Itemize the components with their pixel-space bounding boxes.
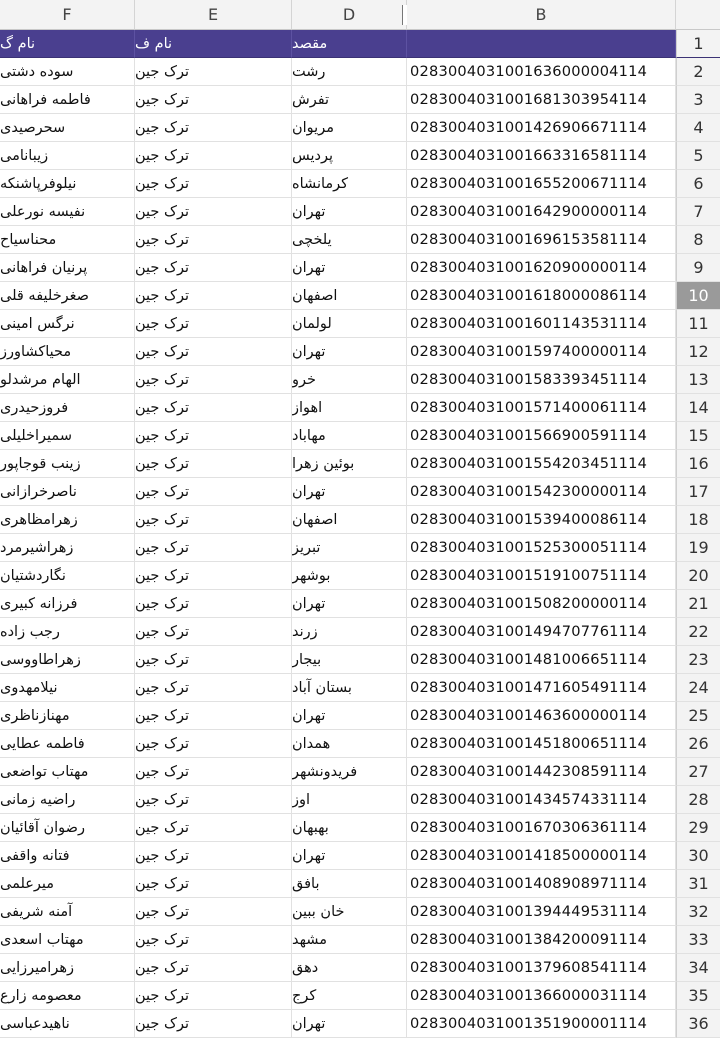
cell-first-name[interactable]: ترک جین bbox=[135, 870, 292, 898]
cell-last-name[interactable]: فروزحیدری bbox=[0, 394, 135, 422]
cell-first-name[interactable]: ترک جین bbox=[135, 786, 292, 814]
table-row bbox=[0, 142, 720, 170]
table-row bbox=[0, 786, 720, 814]
cell-destination[interactable]: تبریز bbox=[292, 534, 407, 562]
cell-tracking-code[interactable]: 0283004031001434574331114 bbox=[407, 786, 676, 814]
cell-destination[interactable]: بستان آباد bbox=[292, 674, 407, 702]
cell-tracking-code[interactable]: 0283004031001554203451114 bbox=[407, 450, 676, 478]
cell-last-name[interactable]: نیلوفرپاشنکه bbox=[0, 170, 135, 198]
cell-destination[interactable]: تفرش bbox=[292, 86, 407, 114]
cell-destination[interactable]: بوشهر bbox=[292, 562, 407, 590]
cell-last-name[interactable]: آمنه شریفی bbox=[0, 898, 135, 926]
cell-first-name[interactable]: ترک جین bbox=[135, 1010, 292, 1038]
table-row bbox=[0, 870, 720, 898]
cell-last-name[interactable]: فاطمه عطایی bbox=[0, 730, 135, 758]
table-row bbox=[0, 842, 720, 870]
data-rows bbox=[0, 58, 720, 1038]
table-row bbox=[0, 674, 720, 702]
cell-destination[interactable]: تهران bbox=[292, 478, 407, 506]
table-row bbox=[0, 310, 720, 338]
row-number[interactable]: 36 bbox=[676, 1010, 720, 1038]
cell-first-name[interactable]: ترک جین bbox=[135, 450, 292, 478]
cell-tracking-code[interactable]: 0283004031001566900591114 bbox=[407, 422, 676, 450]
cell-last-name[interactable]: زهراطاووسی bbox=[0, 646, 135, 674]
cell-first-name[interactable]: ترک جین bbox=[135, 534, 292, 562]
table-row bbox=[0, 982, 720, 1010]
cell-last-name[interactable]: نیلامهدوی bbox=[0, 674, 135, 702]
table-row bbox=[0, 758, 720, 786]
row-number[interactable]: 20 bbox=[676, 562, 720, 590]
cell-first-name[interactable]: ترک جین bbox=[135, 954, 292, 982]
row-number[interactable]: 17 bbox=[676, 478, 720, 506]
row-number[interactable]: 15 bbox=[676, 422, 720, 450]
column-header-d[interactable] bbox=[292, 0, 407, 30]
row-number[interactable]: 16 bbox=[676, 450, 720, 478]
header-cell-b[interactable] bbox=[407, 30, 676, 58]
cell-last-name[interactable]: مهتاب تواضعی bbox=[0, 758, 135, 786]
cell-last-name[interactable]: ناصرخرازانی bbox=[0, 478, 135, 506]
table-row bbox=[0, 422, 720, 450]
row-number[interactable]: 27 bbox=[676, 758, 720, 786]
cell-destination[interactable]: اصفهان bbox=[292, 282, 407, 310]
cell-first-name[interactable]: ترک جین bbox=[135, 394, 292, 422]
cell-tracking-code[interactable]: 0283004031001451800651114 bbox=[407, 730, 676, 758]
cell-destination[interactable]: رشت bbox=[292, 58, 407, 86]
row-number[interactable]: 28 bbox=[676, 786, 720, 814]
cell-first-name[interactable]: ترک جین bbox=[135, 422, 292, 450]
cell-tracking-code[interactable]: 0283004031001636000004114 bbox=[407, 58, 676, 86]
cell-tracking-code[interactable]: 0283004031001494707761114 bbox=[407, 618, 676, 646]
cell-destination[interactable]: پردیس bbox=[292, 142, 407, 170]
table-row bbox=[0, 702, 720, 730]
table-row bbox=[0, 618, 720, 646]
table-row bbox=[0, 226, 720, 254]
cell-tracking-code[interactable]: 0283004031001525300051114 bbox=[407, 534, 676, 562]
cell-last-name[interactable]: رضوان آقائیان bbox=[0, 814, 135, 842]
cell-tracking-code[interactable]: 0283004031001642900000114 bbox=[407, 198, 676, 226]
table-row bbox=[0, 394, 720, 422]
cell-first-name[interactable]: ترک جین bbox=[135, 170, 292, 198]
table-row bbox=[0, 366, 720, 394]
row-number[interactable]: 29 bbox=[676, 814, 720, 842]
row-number[interactable]: 34 bbox=[676, 954, 720, 982]
cell-tracking-code[interactable]: 0283004031001620900000114 bbox=[407, 254, 676, 282]
cell-last-name[interactable]: سمیراخلیلی bbox=[0, 422, 135, 450]
cell-first-name[interactable]: ترک جین bbox=[135, 226, 292, 254]
cell-destination[interactable]: تهران bbox=[292, 842, 407, 870]
cell-destination[interactable]: تهران bbox=[292, 1010, 407, 1038]
table-row bbox=[0, 86, 720, 114]
column-header-e[interactable]: E bbox=[135, 0, 292, 30]
cell-first-name[interactable]: ترک جین bbox=[135, 58, 292, 86]
cell-destination[interactable]: بیجار bbox=[292, 646, 407, 674]
cell-first-name[interactable]: ترک جین bbox=[135, 982, 292, 1010]
cell-last-name[interactable]: معصومه زارع bbox=[0, 982, 135, 1010]
cell-last-name[interactable]: زهرامیرزایی bbox=[0, 954, 135, 982]
row-number[interactable]: 8 bbox=[676, 226, 720, 254]
row-number[interactable]: 7 bbox=[676, 198, 720, 226]
cell-destination[interactable]: تهران bbox=[292, 702, 407, 730]
cell-destination[interactable]: تهران bbox=[292, 198, 407, 226]
header-cell-first-name[interactable]: نام ف bbox=[135, 30, 292, 58]
cell-first-name[interactable]: ترک جین bbox=[135, 842, 292, 870]
row-number[interactable]: 19 bbox=[676, 534, 720, 562]
row-number[interactable]: 9 bbox=[676, 254, 720, 282]
row-number[interactable]: 18 bbox=[676, 506, 720, 534]
cell-last-name[interactable]: محیاکشاورز bbox=[0, 338, 135, 366]
cell-tracking-code[interactable]: 0283004031001394449531114 bbox=[407, 898, 676, 926]
cell-first-name[interactable]: ترک جین bbox=[135, 758, 292, 786]
cell-destination[interactable]: مشهد bbox=[292, 926, 407, 954]
cell-first-name[interactable]: ترک جین bbox=[135, 646, 292, 674]
cell-tracking-code[interactable]: 0283004031001379608541114 bbox=[407, 954, 676, 982]
cell-first-name[interactable]: ترک جین bbox=[135, 618, 292, 646]
cell-first-name[interactable]: ترک جین bbox=[135, 282, 292, 310]
row-number[interactable]: 33 bbox=[676, 926, 720, 954]
cell-destination[interactable]: اهواز bbox=[292, 394, 407, 422]
cell-destination[interactable]: تهران bbox=[292, 254, 407, 282]
row-number[interactable]: 13 bbox=[676, 366, 720, 394]
table-row bbox=[0, 170, 720, 198]
cell-first-name[interactable]: ترک جین bbox=[135, 562, 292, 590]
cell-tracking-code[interactable]: 0283004031001471605491114 bbox=[407, 674, 676, 702]
cell-tracking-code[interactable]: 0283004031001583393451114 bbox=[407, 366, 676, 394]
cell-last-name[interactable]: مهتاب اسعدی bbox=[0, 926, 135, 954]
cell-last-name[interactable]: محناسیاح bbox=[0, 226, 135, 254]
row-number[interactable]: 5 bbox=[676, 142, 720, 170]
cell-destination[interactable]: بوئین زهرا bbox=[292, 450, 407, 478]
table-row bbox=[0, 954, 720, 982]
table-row bbox=[0, 730, 720, 758]
cell-first-name[interactable]: ترک جین bbox=[135, 114, 292, 142]
table-row bbox=[0, 450, 720, 478]
row-number[interactable]: 6 bbox=[676, 170, 720, 198]
table-row bbox=[0, 1010, 720, 1038]
row-number[interactable]: 22 bbox=[676, 618, 720, 646]
row-number[interactable]: 11 bbox=[676, 310, 720, 338]
cell-destination[interactable]: بهبهان bbox=[292, 814, 407, 842]
cell-last-name[interactable]: زهراشیرمرد bbox=[0, 534, 135, 562]
cell-last-name[interactable]: زهرامظاهری bbox=[0, 506, 135, 534]
cell-last-name[interactable]: نگاردشتیان bbox=[0, 562, 135, 590]
table-row bbox=[0, 58, 720, 86]
cell-tracking-code[interactable]: 0283004031001542300000114 bbox=[407, 478, 676, 506]
table-row bbox=[0, 562, 720, 590]
cell-destination[interactable]: اصفهان bbox=[292, 506, 407, 534]
cell-destination[interactable]: اوز bbox=[292, 786, 407, 814]
cell-last-name[interactable]: راضیه زمانی bbox=[0, 786, 135, 814]
cell-destination[interactable]: کرج bbox=[292, 982, 407, 1010]
column-header-d-label: D bbox=[342, 5, 356, 24]
row-number[interactable]: 3 bbox=[676, 86, 720, 114]
row-number[interactable]: 26 bbox=[676, 730, 720, 758]
cell-tracking-code[interactable]: 0283004031001696153581114 bbox=[407, 226, 676, 254]
cell-last-name[interactable]: الهام مرشدلو bbox=[0, 366, 135, 394]
row-number[interactable]: 31 bbox=[676, 870, 720, 898]
table-row bbox=[0, 282, 720, 310]
table-row bbox=[0, 898, 720, 926]
table-row bbox=[0, 926, 720, 954]
cell-destination[interactable]: بافق bbox=[292, 870, 407, 898]
cell-last-name[interactable]: نفیسه نورعلی bbox=[0, 198, 135, 226]
row-number[interactable]: 30 bbox=[676, 842, 720, 870]
cell-last-name[interactable]: سوده دشتی bbox=[0, 58, 135, 86]
cell-last-name[interactable]: صغرخلیفه قلی bbox=[0, 282, 135, 310]
cell-tracking-code[interactable]: 0283004031001519100751114 bbox=[407, 562, 676, 590]
row-number[interactable]: 21 bbox=[676, 590, 720, 618]
row-number[interactable]: 10 bbox=[676, 282, 720, 310]
cell-first-name[interactable]: ترک جین bbox=[135, 702, 292, 730]
cell-tracking-code[interactable]: 0283004031001508200000114 bbox=[407, 590, 676, 618]
table-row bbox=[0, 198, 720, 226]
cell-tracking-code[interactable]: 0283004031001481006651114 bbox=[407, 646, 676, 674]
cell-tracking-code[interactable]: 0283004031001366000031114 bbox=[407, 982, 676, 1010]
cell-last-name[interactable]: فتانه واقفی bbox=[0, 842, 135, 870]
cell-last-name[interactable]: مهنازناظری bbox=[0, 702, 135, 730]
cell-last-name[interactable]: زیبانامی bbox=[0, 142, 135, 170]
cell-tracking-code[interactable]: 0283004031001384200091114 bbox=[407, 926, 676, 954]
table-row bbox=[0, 254, 720, 282]
cell-destination[interactable]: کرمانشاه bbox=[292, 170, 407, 198]
cell-last-name[interactable]: فرزانه کبیری bbox=[0, 590, 135, 618]
row-number[interactable]: 14 bbox=[676, 394, 720, 422]
cell-first-name[interactable]: ترک جین bbox=[135, 674, 292, 702]
cell-last-name[interactable]: رجب زاده bbox=[0, 618, 135, 646]
cell-last-name[interactable]: سحرصیدی bbox=[0, 114, 135, 142]
cell-tracking-code[interactable]: 0283004031001618000086114 bbox=[407, 282, 676, 310]
row-number[interactable]: 2 bbox=[676, 58, 720, 86]
cell-first-name[interactable]: ترک جین bbox=[135, 730, 292, 758]
row-number[interactable]: 12 bbox=[676, 338, 720, 366]
cell-destination[interactable]: همدان bbox=[292, 730, 407, 758]
table-row bbox=[0, 338, 720, 366]
cell-tracking-code[interactable]: 0283004031001681303954114 bbox=[407, 86, 676, 114]
cell-last-name[interactable]: زینب قوجاپور bbox=[0, 450, 135, 478]
cell-tracking-code[interactable]: 0283004031001351900001114 bbox=[407, 1010, 676, 1038]
row-number[interactable]: 25 bbox=[676, 702, 720, 730]
cell-tracking-code[interactable]: 0283004031001655200671114 bbox=[407, 170, 676, 198]
row-number[interactable]: 24 bbox=[676, 674, 720, 702]
column-header-b[interactable]: B bbox=[407, 0, 676, 30]
table-row bbox=[0, 646, 720, 674]
table-row bbox=[0, 506, 720, 534]
cell-destination[interactable]: دهق bbox=[292, 954, 407, 982]
row-number[interactable]: 23 bbox=[676, 646, 720, 674]
select-all-corner[interactable] bbox=[676, 0, 720, 30]
cell-last-name[interactable]: میرعلمی bbox=[0, 870, 135, 898]
cell-first-name[interactable]: ترک جین bbox=[135, 590, 292, 618]
header-cell-destination[interactable]: مقصد bbox=[292, 30, 407, 58]
cell-tracking-code[interactable]: 0283004031001463600000114 bbox=[407, 702, 676, 730]
header-cell-last-name[interactable]: نام گ bbox=[0, 30, 135, 58]
cell-first-name[interactable]: ترک جین bbox=[135, 310, 292, 338]
cell-destination[interactable]: لولمان bbox=[292, 310, 407, 338]
cell-destination[interactable]: مهاباد bbox=[292, 422, 407, 450]
cell-first-name[interactable]: ترک جین bbox=[135, 506, 292, 534]
column-header-f[interactable]: F bbox=[0, 0, 135, 30]
cell-destination[interactable]: فریدونشهر bbox=[292, 758, 407, 786]
table-row bbox=[0, 114, 720, 142]
table-header-row bbox=[0, 30, 720, 58]
cell-destination[interactable]: خان ببین bbox=[292, 898, 407, 926]
cell-destination[interactable]: تهران bbox=[292, 338, 407, 366]
cell-first-name[interactable]: ترک جین bbox=[135, 198, 292, 226]
cell-last-name[interactable]: پرنیان فراهانی bbox=[0, 254, 135, 282]
table-row bbox=[0, 814, 720, 842]
column-header-bar bbox=[0, 0, 720, 30]
cell-first-name[interactable]: ترک جین bbox=[135, 898, 292, 926]
cell-first-name[interactable]: ترک جین bbox=[135, 86, 292, 114]
table-row bbox=[0, 478, 720, 506]
row-number[interactable]: 32 bbox=[676, 898, 720, 926]
cell-first-name[interactable]: ترک جین bbox=[135, 142, 292, 170]
cell-first-name[interactable]: ترک جین bbox=[135, 254, 292, 282]
cell-first-name[interactable]: ترک جین bbox=[135, 926, 292, 954]
cell-tracking-code[interactable]: 0283004031001539400086114 bbox=[407, 506, 676, 534]
cell-tracking-code[interactable]: 0283004031001663316581114 bbox=[407, 142, 676, 170]
cell-first-name[interactable]: ترک جین bbox=[135, 366, 292, 394]
cell-destination[interactable]: خرو bbox=[292, 366, 407, 394]
cell-destination[interactable]: مریوان bbox=[292, 114, 407, 142]
cell-first-name[interactable]: ترک جین bbox=[135, 478, 292, 506]
row-number[interactable]: 1 bbox=[676, 30, 720, 58]
cell-tracking-code[interactable]: 0283004031001408908971114 bbox=[407, 870, 676, 898]
cell-first-name[interactable]: ترک جین bbox=[135, 814, 292, 842]
cell-last-name[interactable]: فاطمه فراهانی bbox=[0, 86, 135, 114]
cell-first-name[interactable]: ترک جین bbox=[135, 338, 292, 366]
cell-destination[interactable]: یلخچی bbox=[292, 226, 407, 254]
table-row bbox=[0, 534, 720, 562]
cell-tracking-code[interactable]: 0283004031001418500000114 bbox=[407, 842, 676, 870]
cell-tracking-code[interactable]: 0283004031001601143531114 bbox=[407, 310, 676, 338]
row-number[interactable]: 35 bbox=[676, 982, 720, 1010]
cell-tracking-code[interactable]: 0283004031001670306361114 bbox=[407, 814, 676, 842]
cell-destination[interactable]: زرند bbox=[292, 618, 407, 646]
cell-last-name[interactable]: ناهیدعباسی bbox=[0, 1010, 135, 1038]
table-row bbox=[0, 590, 720, 618]
cell-tracking-code[interactable]: 0283004031001442308591114 bbox=[407, 758, 676, 786]
cell-tracking-code[interactable]: 0283004031001571400061114 bbox=[407, 394, 676, 422]
row-number[interactable]: 4 bbox=[676, 114, 720, 142]
cell-tracking-code[interactable]: 0283004031001597400000114 bbox=[407, 338, 676, 366]
cell-last-name[interactable]: نرگس امینی bbox=[0, 310, 135, 338]
cell-tracking-code[interactable]: 0283004031001426906671114 bbox=[407, 114, 676, 142]
cell-destination[interactable]: تهران bbox=[292, 590, 407, 618]
